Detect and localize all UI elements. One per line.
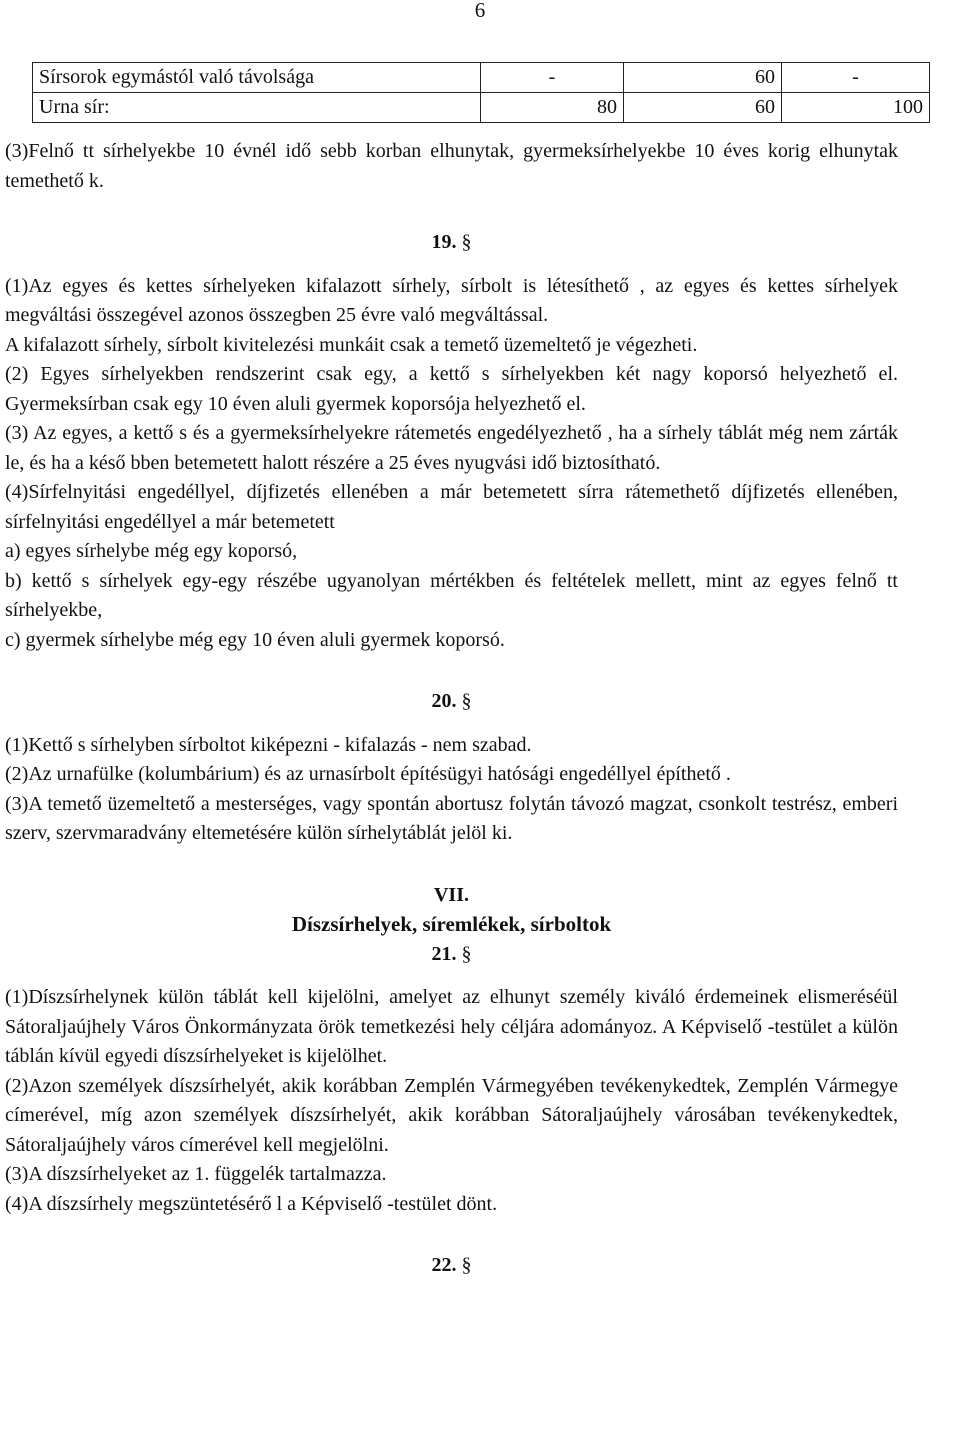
- table-cell: 100: [782, 93, 930, 123]
- table-cell-label: Sírsorok egymástól való távolsága: [33, 63, 481, 93]
- section-number: 21.: [431, 942, 457, 965]
- grave-distance-table: [32, 62, 930, 123]
- paragraph: (3)A díszsírhelyeket az 1. függelék tartalmazza.: [5, 1163, 387, 1185]
- section-heading-20: [5, 687, 898, 717]
- section-sign-icon: §: [461, 942, 472, 965]
- table-cell: 60: [624, 63, 782, 93]
- table-cell: -: [481, 63, 624, 93]
- list-item: c) gyermek sírhelybe még egy 10 éven aluli gyermek koporsó.: [5, 628, 505, 651]
- section-number: 22.: [431, 1254, 457, 1276]
- table-cell: 80: [481, 93, 624, 123]
- paragraph: (3) Az egyes, a kettő s és a gyermeksírhelyekre rátemetés engedélyezhető , ha a sírhely táblát még nem zárták le, és ha a késő bben betemetett halott részére a 25 éves nyugvási idő biztosítható.: [5, 422, 898, 474]
- list-item: a) egyes sírhelybe még egy koporsó,: [5, 540, 298, 562]
- section-number: 20.: [431, 690, 457, 712]
- paragraph: A kifalazott sírhely, sírbolt kivitelezési munkáit csak a temető üzemeltető je végezheti.: [5, 333, 698, 356]
- paragraph: (4)A díszsírhely megszüntetésérő l a Képviselő -testület dönt.: [5, 1192, 498, 1215]
- paragraph: (2) Egyes sírhelyekben rendszerint csak egy, a kettő s sírhelyekben két nagy koporsó helyezhető el. Gyermeksírban csak egy 10 éven aluli gyermek koporsója helyezhető el.: [5, 363, 898, 415]
- section-sign-icon: §: [461, 1254, 472, 1276]
- table-cell: 60: [624, 93, 782, 123]
- section-number: 19.: [431, 231, 457, 253]
- paragraph: (3)Felnő tt sírhelyekbe 10 évnél idő sebb korban elhunytak, gyermeksírhelyekbe 10 éves korig elhunytak temethető k.: [5, 140, 898, 192]
- table-cell-label: Urna sír:: [33, 93, 481, 123]
- paragraph: (4)Sírfelnyitási engedéllyel, díjfizetés ellenében a már betemetett sírra rátemethető díjfizetés ellenében, sírfelnyitási engedéllyel a már betemetett: [5, 481, 898, 533]
- paragraph: (3)A temető üzemeltető a mesterséges, vagy spontán abortusz folytán távozó magzat, csonkolt testrész, emberi szerv, szervmaradvány eltemetésére külön sírhelytáblát jelöl ki.: [5, 792, 898, 844]
- paragraph: (1)Kettő s sírhelyben sírboltot kiképezni - kifalazás - nem szabad.: [5, 733, 532, 756]
- page-number: 6: [474, 0, 486, 22]
- document-body: [0, 62, 960, 1281]
- paragraph: (2)Az urnafülke (kolumbárium) és az urnasírbolt építésügyi hatósági engedéllyel építhető .: [5, 763, 731, 785]
- paragraph: (2)Azon személyek díszsírhelyét, akik korábban Zemplén Vármegyében tevékenykedtek, Zemplén Vármegye címerével, míg azon személyek díszsírhelyét, akik korábban Sátoraljaújhely városában tevékenykedtek, Sátoraljaújhely város címerével kell megjelölni.: [5, 1074, 898, 1156]
- section-heading-22: [5, 1251, 898, 1281]
- table-row: [33, 93, 930, 123]
- chapter-number: VII.: [433, 883, 469, 906]
- section-sign-icon: §: [461, 690, 472, 712]
- paragraph: (1)Díszsírhelynek külön táblát kell kijelölni, amelyet az elhunyt személy kiváló érdemeinek elismeréséül Sátoraljaújhely Város Önkormányzata örök temetkezési hely céljára adományoz. A Képviselő -testület a külön táblán kívül egyedi díszsírhelyeket is kijelölhet.: [5, 986, 898, 1067]
- section-heading-19: [5, 228, 898, 258]
- list-item: b) kettő s sírhelyek egy-egy részébe ugyanolyan mértékben és feltételek mellett, mint az egyes felnő tt sírhelyekbe,: [5, 569, 898, 621]
- paragraph: (1)Az egyes és kettes sírhelyeken kifalazott sírhely, sírbolt is létesíthető , az egyes és kettes sírhelyek megváltási összegével azonos összegben 25 évre való megváltással.: [5, 274, 898, 326]
- table-row: [33, 63, 930, 93]
- section-heading-21: [5, 940, 898, 970]
- chapter-title: Díszsírhelyek, síremlékek, sírboltok: [291, 912, 612, 936]
- table-cell: -: [782, 63, 930, 93]
- section-sign-icon: §: [461, 231, 472, 253]
